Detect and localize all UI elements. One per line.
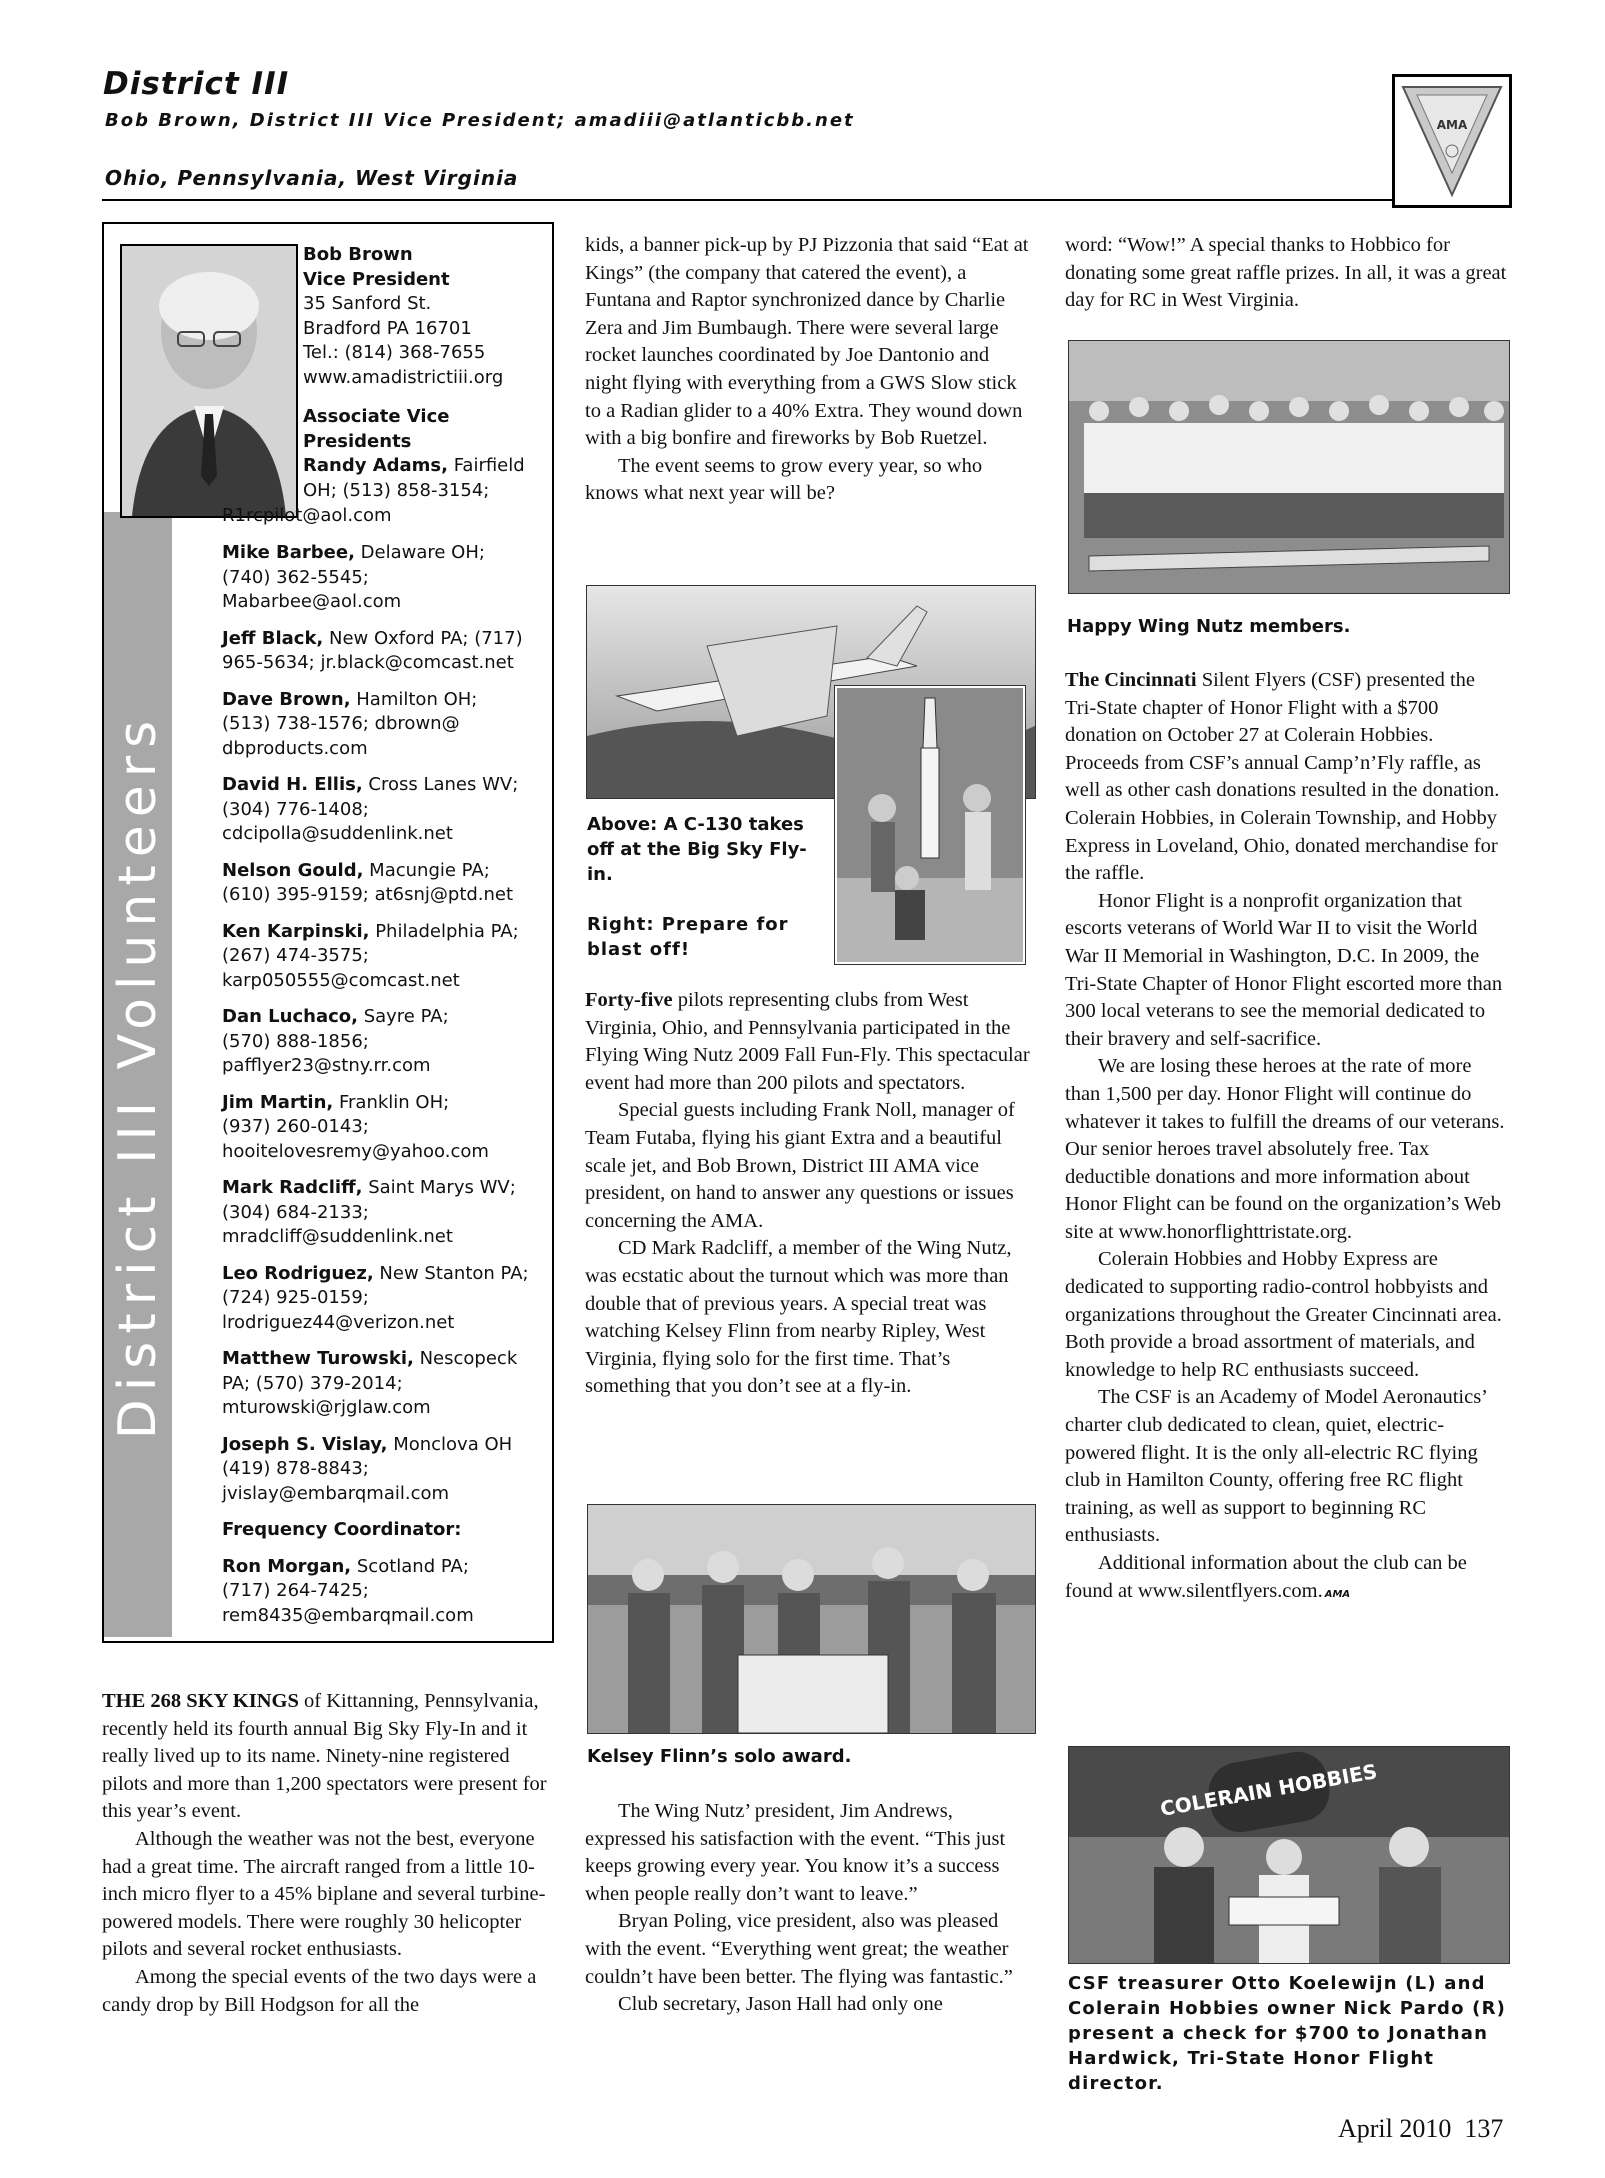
col1-article bbox=[102, 1688, 552, 2019]
volunteer-detail: Monclova OH bbox=[387, 1433, 513, 1455]
avp-heading-line: Presidents bbox=[303, 430, 412, 452]
avp-heading bbox=[303, 405, 543, 479]
volunteer-email: lrodriguez44@verizon.net bbox=[222, 1311, 455, 1333]
volunteer-email: hooitelovesremy@yahoo.com bbox=[222, 1140, 489, 1162]
volunteer-name: Mark Radcliff, bbox=[222, 1177, 363, 1198]
check-presentation-photo bbox=[1068, 1746, 1510, 1964]
issue-date: April 2010 bbox=[1338, 2114, 1452, 2143]
volunteer-email: mradcliff@suddenlink.net bbox=[222, 1226, 453, 1247]
list-item bbox=[222, 1347, 542, 1421]
vp-name: Bob Brown bbox=[303, 244, 413, 265]
col3-top-text bbox=[1065, 232, 1510, 315]
lead-in: The Cincinnati bbox=[1065, 669, 1197, 691]
volunteer-name: Leo Rodriguez, bbox=[222, 1262, 374, 1284]
volunteer-detail: (740) 362-5545; bbox=[222, 566, 369, 588]
district-logo bbox=[1392, 74, 1512, 208]
list-item bbox=[222, 1433, 542, 1507]
paragraph: The CSF is an Academy of Model Aeronautics’ charter club dedicated to clean, quiet, electric-powered flight. It is the only all-electric RC flying club in Hamilton County, offering free RC flight training, as well as support to beginning RC enthusiasts. bbox=[1065, 1386, 1487, 1547]
sidebar-vertical-title: District III Volunteers bbox=[108, 712, 168, 1440]
kelsey-award-photo bbox=[587, 1504, 1036, 1734]
list-item bbox=[222, 1005, 542, 1079]
caption-check: CSF treasurer Otto Koelewijn (L) and Colerain Hobbies owner Nick Pardo (R) present a check for $700 to Jonathan Hardwick, Tri-State Honor Flight director. bbox=[1068, 1973, 1507, 2094]
volunteer-detail: (419) 878-8843; bbox=[222, 1458, 369, 1479]
volunteer-detail: Sayre PA; bbox=[357, 1006, 449, 1027]
volunteer-detail: 965-5634; jr.black@comcast.net bbox=[222, 652, 514, 673]
volunteer-detail: (724) 925-0159; bbox=[222, 1287, 369, 1308]
paragraph-text: Silent Flyers (CSF) presented the Tri-State chapter of Honor Flight with a $700 donation on October 27 at Colerain Hobbies. Proceeds from CSF’s annual Camp’n’Fly raffle, as well as other cash donations resulted in the donation. Colerain Hobbies, in Colerain Township, and Hobby Express in Loveland, Ohio, donated merchandise for the raffle. bbox=[1065, 669, 1500, 885]
volunteer-detail: (717) 264-7425; bbox=[222, 1580, 369, 1601]
volunteer-email: mturowski@rjglaw.com bbox=[222, 1397, 431, 1418]
footer bbox=[1338, 2114, 1503, 2144]
randy-email bbox=[222, 504, 542, 529]
volunteer-email: dbproducts.com bbox=[222, 737, 368, 759]
volunteer-detail: PA; (570) 379-2014; bbox=[222, 1372, 403, 1394]
paragraph: The Wing Nutz’ president, Jim Andrews, expressed his satisfaction with the event. “This just keeps growing every year. You know it’s a success when people really don’t want to leave.” bbox=[585, 1800, 1006, 1905]
volunteer-name: Matthew Turowski, bbox=[222, 1348, 414, 1369]
volunteer-detail: Franklin OH; bbox=[333, 1091, 450, 1113]
volunteer-email: rem8435@embarqmail.com bbox=[222, 1604, 474, 1626]
col2-top-text bbox=[585, 232, 1035, 508]
page-title: District III bbox=[103, 66, 290, 102]
list-item bbox=[222, 920, 542, 994]
caption-c130: Above: A C-130 takes off at the Big Sky Fly-in. bbox=[587, 814, 807, 885]
volunteer-name: Mike Barbee, bbox=[222, 542, 355, 563]
volunteer-email: karp050555@comcast.net bbox=[222, 969, 460, 991]
randy-detail bbox=[303, 479, 543, 504]
volunteer-detail: (304) 776-1408; bbox=[222, 798, 369, 820]
ama-end-mark-icon: AMA bbox=[1324, 1588, 1351, 1600]
volunteer-detail: Nescopeck bbox=[413, 1348, 518, 1369]
caption-rocket: Right: Prepare for blast off! bbox=[587, 914, 789, 960]
vp-line: Tel.: (814) 368-7655 bbox=[303, 342, 486, 363]
ama-logo-icon bbox=[1395, 77, 1509, 205]
volunteer-detail: Scotland PA; bbox=[351, 1555, 469, 1577]
paragraph: word: “Wow!” A special thanks to Hobbico for donating some great raffle prizes. In all, it was a great day for RC in West Virginia. bbox=[1065, 234, 1507, 312]
volunteer-detail: (937) 260-0143; bbox=[222, 1116, 369, 1137]
lead-in: THE 268 SKY KINGS bbox=[102, 1690, 299, 1712]
list-item bbox=[222, 1262, 542, 1336]
paragraph: Club secretary, Jason Hall had only one bbox=[618, 1993, 943, 2016]
volunteer-detail: (570) 888-1856; bbox=[222, 1030, 369, 1052]
lead-in: Forty-five bbox=[585, 989, 673, 1011]
sign-text: COLERAIN HOBBIES bbox=[1158, 1759, 1379, 1821]
freq-heading bbox=[222, 1518, 542, 1543]
vp-line: 35 Sanford St. bbox=[303, 293, 432, 314]
volunteer-name: Ken Karpinski, bbox=[222, 920, 370, 942]
paragraph: Among the special events of the two days were a candy drop by Bill Hodgson for all the bbox=[102, 1965, 537, 2016]
volunteer-name: Joseph S. Vislay, bbox=[222, 1433, 388, 1455]
volunteer-detail: Delaware OH; bbox=[354, 542, 485, 563]
list-item bbox=[222, 1176, 542, 1250]
volunteer-detail: Saint Marys WV; bbox=[362, 1177, 516, 1198]
paragraph bbox=[102, 1688, 552, 1826]
page-subtitle: Bob Brown, District III Vice President; amadiii@atlanticbb.net bbox=[105, 110, 855, 131]
volunteer-detail: OH; (513) 858-3154; bbox=[303, 480, 490, 501]
paragraph-text: pilots representing clubs from West Virginia, Ohio, and Pennsylvania participated in the Flying Wing Nutz 2009 Fall Fun-Fly. This spectacular event had more than 200 pilots and spectators. bbox=[585, 989, 1030, 1094]
volunteer-list bbox=[222, 541, 542, 1628]
volunteer-name: Dave Brown, bbox=[222, 688, 351, 710]
volunteer-email: Mabarbee@aol.com bbox=[222, 591, 402, 612]
bob-brown-portrait bbox=[120, 244, 298, 518]
paragraph: kids, a banner pick-up by PJ Pizzonia that said “Eat at Kings” (the company that catered the event), a Funtana and Raptor synchronized dance by Charlie Zera and Jim Bumbaugh. There were several large rocket launches coordinated by Joe Dantonio and night flying with everything from a GWS Slow stick to a Radian glider to a 40% Extra. They wound down with a big bonfire and fireworks by Bob Ruetzel. bbox=[585, 234, 1029, 450]
paragraph: Bryan Poling, vice president, also was pleased with the event. “Everything went great; the weather couldn’t have been better. The flying was fantastic.” bbox=[585, 1910, 1013, 1988]
volunteer-detail: (610) 395-9159; at6snj@ptd.net bbox=[222, 884, 514, 905]
col2-wingnutz-text bbox=[585, 987, 1035, 1401]
district-states: Ohio, Pennsylvania, West Virginia bbox=[105, 166, 519, 190]
volunteer-detail: New Stanton PA; bbox=[373, 1262, 529, 1284]
list-item bbox=[222, 627, 542, 676]
volunteer-detail: (267) 474-3575; bbox=[222, 945, 369, 966]
list-item bbox=[222, 773, 542, 847]
volunteer-name: Randy Adams, bbox=[303, 455, 448, 476]
volunteer-detail: (513) 738-1576; dbrown@ bbox=[222, 713, 460, 734]
logo-text: AMA bbox=[1436, 118, 1468, 132]
list-item bbox=[222, 859, 542, 908]
rocket-photo bbox=[835, 686, 1025, 964]
paragraph: CD Mark Radcliff, a member of the Wing Nutz, was ecstatic about the turnout which was more than double that of previous years. A special treat was watching Kelsey Flinn from nearby Ripley, West Virginia, flying solo for the first time. That’s something that you don’t see at a fly-in. bbox=[585, 1237, 1012, 1398]
paragraph: Honor Flight is a nonprofit organization that escorts veterans of World War II to visit the World War II Memorial in Washington, D.C. In 2009, the Tri-State Chapter of Honor Flight escorted more than 300 local veterans to see the memorial dedicated to their bravery and self-sacrifice. bbox=[1065, 889, 1503, 1050]
volunteer-name: Ron Morgan, bbox=[222, 1555, 352, 1577]
page-number: 137 bbox=[1464, 2114, 1504, 2143]
volunteer-email: cdcipolla@suddenlink.net bbox=[222, 823, 453, 844]
volunteer-detail: New Oxford PA; (717) bbox=[323, 627, 523, 649]
volunteer-name: Jim Martin, bbox=[222, 1091, 334, 1113]
col2-bottom-text bbox=[585, 1798, 1035, 2019]
avp-heading-line: Associate Vice bbox=[303, 406, 450, 427]
vp-website: www.amadistrictiii.org bbox=[303, 366, 504, 388]
volunteer-name: Nelson Gould, bbox=[222, 859, 364, 881]
caption-wing-nutz: Happy Wing Nutz members. bbox=[1067, 616, 1351, 637]
paragraph: Special guests including Frank Noll, manager of Team Futaba, flying his giant Extra and a beautiful scale jet, and Bob Brown, District III AMA vice president, on hand to answer any questions or issues concerning the AMA. bbox=[585, 1099, 1015, 1232]
volunteer-email: pafflyer23@stny.rr.com bbox=[222, 1055, 431, 1076]
volunteer-detail: Philadelphia PA; bbox=[369, 920, 519, 942]
vp-contact bbox=[303, 243, 543, 390]
list-item bbox=[222, 688, 542, 762]
paragraph: The event seems to grow every year, so who knows what next year will be? bbox=[585, 454, 983, 505]
vp-role: Vice President bbox=[303, 268, 450, 290]
paragraph-text: Additional information about the club can be found at www.silentflyers.com. bbox=[1065, 1552, 1467, 1602]
paragraph bbox=[1065, 1550, 1510, 1608]
paragraph: Colerain Hobbies and Hobby Express are dedicated to supporting radio-control hobbyists and organizations throughout the Greater Cincinnati area. Both provide a broad assortment of materials, and knowledge to help RC enthusiasts succeed. bbox=[1065, 1248, 1502, 1381]
paragraph: We are losing these heroes at the rate of more than 1,500 per day. Honor Flight will continue do whatever it takes to fulfill the dreams of our veterans. Our senior heroes travel absolutely free. Tax deductible donations and more information about Honor Flight can be found on the organization’s Web site at www.honorflighttristate.org. bbox=[1065, 1055, 1505, 1243]
list-item bbox=[222, 1091, 542, 1165]
caption-kelsey: Kelsey Flinn’s solo award. bbox=[587, 1746, 852, 1767]
paragraph bbox=[585, 987, 1035, 1097]
list-item bbox=[222, 1555, 542, 1629]
list-item bbox=[222, 541, 542, 615]
paragraph: Although the weather was not the best, everyone had a great time. The aircraft ranged from a little 10-inch micro flyer to a 45% biplane and several turbine-powered models. There were roughly 30 helicopter pilots and several rocket enthusiasts. bbox=[102, 1827, 546, 1961]
volunteer-detail: (304) 684-2133; bbox=[222, 1201, 369, 1223]
volunteer-detail: Cross Lanes WV; bbox=[362, 774, 519, 795]
header-rule bbox=[102, 199, 1394, 201]
col3-csf-text bbox=[1065, 667, 1510, 1608]
freq-heading-text: Frequency Coordinator: bbox=[222, 1519, 462, 1540]
volunteer-detail: Hamilton OH; bbox=[350, 688, 478, 710]
vp-line: Bradford PA 16701 bbox=[303, 317, 472, 339]
volunteer-detail: Macungie PA; bbox=[363, 859, 490, 881]
volunteer-detail: Fairfield bbox=[447, 455, 525, 476]
volunteer-name: Dan Luchaco, bbox=[222, 1006, 358, 1027]
paragraph-text: of Kittanning, Pennsylvania, recently held its fourth annual Big Sky Fly-In and it really lived up to its name. Ninety-nine registered pilots and more than 1,200 spectators were present for this year’s event. bbox=[102, 1690, 547, 1823]
paragraph bbox=[1065, 667, 1510, 888]
volunteer-name: David H. Ellis, bbox=[222, 774, 363, 795]
volunteer-email: R1rcpilot@aol.com bbox=[222, 505, 392, 526]
volunteer-email: jvislay@embarqmail.com bbox=[222, 1482, 450, 1504]
wing-nutz-group-photo bbox=[1068, 340, 1510, 594]
volunteer-name: Jeff Black, bbox=[222, 627, 324, 649]
